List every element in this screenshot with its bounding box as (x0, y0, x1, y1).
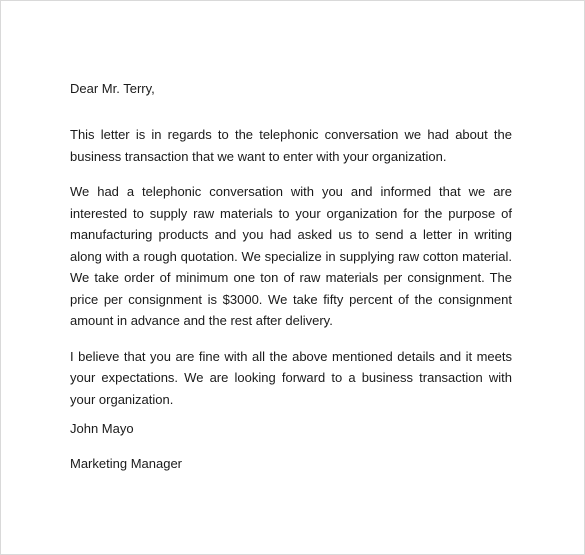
paragraph-closing: I believe that you are fine with all the above mentioned details and it meets your expectations. We are looking forward to a business transaction with your organization. (70, 348, 512, 407)
signature-name: John Mayo (70, 421, 134, 436)
signature-title: Marketing Manager (70, 456, 182, 471)
paragraph-intro: This letter is in regards to the telephonic conversation we had about the business transaction that we want to enter with your organization. (70, 127, 512, 164)
paragraph-details: We had a telephonic conversation with you and informed that we are interested to supply raw materials to your organization for the purpose of manufacturing products and you had asked us to send a letter in writing along with a rough quotation. We specialize in supplying raw cotton material. We take order of minimum one ton of raw materials per consignment. The price per consignment is $3000. We take fifty percent of the consignment amount in advance and the rest after delivery. (70, 184, 512, 328)
salutation: Dear Mr. Terry, (70, 81, 155, 96)
letter-body (70, 80, 512, 473)
